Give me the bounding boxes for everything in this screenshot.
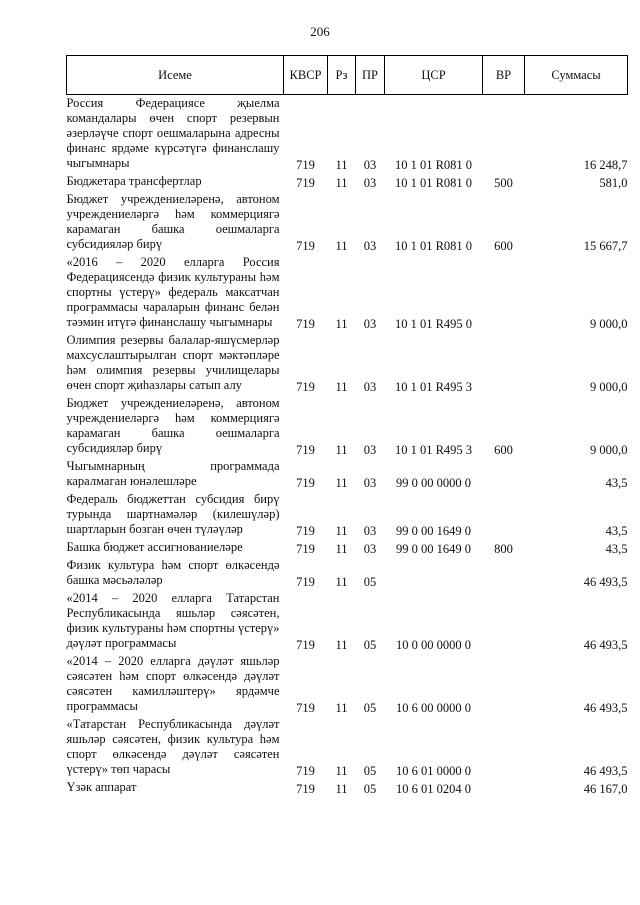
budget-table (66, 55, 628, 797)
row-sum: 46 493,5 (583, 575, 628, 589)
row-pr: 05 (363, 764, 377, 778)
row-csr: 10 1 01 R495 0 (394, 317, 473, 331)
row-sum: 9 000,0 (590, 380, 628, 394)
table-row (67, 95, 628, 174)
row-vr (483, 653, 525, 716)
row-vr (483, 590, 525, 653)
table-row (67, 332, 628, 395)
row-name: Бюджет учреждениеләренә, автоном учреждениеләргә һәм коммерциягә карамаган башка оешмаларга субсидияләр бирү (66, 396, 280, 455)
row-rz: 11 (335, 443, 348, 457)
row-csr: 10 1 01 R081 0 (394, 176, 473, 190)
row-csr: 10 1 01 R495 3 (394, 380, 473, 394)
row-pr: 03 (363, 176, 377, 190)
row-sum: 46 493,5 (583, 701, 628, 715)
row-kvsr: 719 (296, 524, 315, 538)
row-vr: 800 (494, 542, 513, 556)
row-rz: 11 (335, 764, 348, 778)
table-row (67, 653, 628, 716)
row-kvsr: 719 (296, 380, 315, 394)
row-pr: 03 (363, 239, 377, 253)
header-rz: Рз (328, 56, 356, 95)
table-row (67, 191, 628, 254)
row-vr (483, 95, 525, 174)
row-name: «2016 – 2020 елларга Россия Федерациясендә физик культураны һәм спортны үстерү» федераль максатчан программасы чараларын финанс белән тәэмин итүгә финанслашу чыгымнары (66, 255, 280, 329)
row-pr: 05 (363, 638, 377, 652)
row-pr: 05 (363, 701, 377, 715)
row-csr: 10 1 01 R495 3 (394, 443, 473, 457)
row-sum: 43,5 (605, 542, 628, 556)
table-row (67, 716, 628, 779)
row-sum: 15 667,7 (583, 239, 628, 253)
row-name: Федераль бюджеттан субсидия бирү турында шартнамәләр (килешүләр) шартларын бозган өчен түләүләр (66, 492, 280, 536)
row-kvsr: 719 (296, 239, 315, 253)
row-sum: 9 000,0 (590, 443, 628, 457)
row-rz: 11 (335, 239, 348, 253)
row-name: «Татарстан Республикасында дәүләт яшьләр сәясәтен, физик культура һәм спорт өлкәсендә дәүләт сәясәтен үстерү» төп чарасы (66, 717, 280, 776)
row-pr: 03 (363, 380, 377, 394)
row-vr: 600 (494, 443, 513, 457)
row-rz: 11 (335, 575, 348, 589)
row-sum: 46 493,5 (583, 638, 628, 652)
row-kvsr: 719 (296, 782, 315, 796)
row-rz: 11 (335, 476, 348, 490)
table-row (67, 779, 628, 797)
row-pr: 03 (363, 158, 377, 172)
table-row (67, 395, 628, 458)
row-pr: 03 (363, 542, 377, 556)
row-csr: 10 6 00 0000 0 (396, 701, 471, 715)
row-kvsr: 719 (296, 764, 315, 778)
row-pr: 03 (363, 524, 377, 538)
row-csr: 99 0 00 1649 0 (396, 542, 471, 556)
table-row (67, 491, 628, 539)
row-vr (483, 332, 525, 395)
table-row (67, 539, 628, 557)
row-kvsr: 719 (296, 443, 315, 457)
table-body (67, 95, 628, 798)
row-vr (483, 716, 525, 779)
row-pr: 03 (363, 476, 377, 490)
row-vr (483, 557, 525, 590)
row-name: «2014 – 2020 елларга Татарстан Республикасында яшьләр сәясәтен, физик культураны һәм спортны үстерү» дәүләт программасы (66, 591, 280, 650)
table-row (67, 590, 628, 653)
header-csr: ЦСР (385, 56, 483, 95)
row-csr: 10 6 01 0000 0 (396, 764, 471, 778)
row-csr (385, 557, 483, 590)
table-header-row (67, 56, 628, 95)
header-name: Исеме (67, 56, 284, 95)
row-name: Чыгымнарның программада каралмаган юнәлешләре (66, 459, 280, 488)
row-pr: 03 (363, 317, 377, 331)
row-kvsr: 719 (296, 575, 315, 589)
row-rz: 11 (335, 176, 348, 190)
row-kvsr: 719 (296, 158, 315, 172)
page-number: 206 (310, 24, 330, 39)
header-pr: ПР (356, 56, 385, 95)
row-name: Бюджетара трансфертлар (66, 174, 202, 188)
row-csr: 10 1 01 R081 0 (394, 158, 473, 172)
table-row (67, 557, 628, 590)
header-kvsr: КВСР (284, 56, 328, 95)
row-vr: 600 (494, 239, 513, 253)
row-kvsr: 719 (296, 176, 315, 190)
row-name: Россия Федерациясе җыелма командалары өчен спорт резервын әзерләүче спорт оешмаларына адресны финанс ярдәме күрсәтүгә финанслашу чыгымнары (66, 96, 280, 170)
row-sum: 43,5 (605, 476, 628, 490)
row-sum: 581,0 (599, 176, 628, 190)
row-kvsr: 719 (296, 317, 315, 331)
row-pr: 03 (363, 443, 377, 457)
row-csr: 99 0 00 0000 0 (396, 476, 471, 490)
row-kvsr: 719 (296, 476, 315, 490)
row-kvsr: 719 (296, 542, 315, 556)
table-row (67, 173, 628, 191)
row-rz: 11 (335, 782, 348, 796)
row-vr (483, 254, 525, 332)
row-csr: 10 0 00 0000 0 (396, 638, 471, 652)
row-kvsr: 719 (296, 701, 315, 715)
row-rz: 11 (335, 158, 348, 172)
row-name: «2014 – 2020 елларга дәүләт яшьләр сәясәтен һәм спорт өлкәсендә дәүләт сәясәтен камилләштерү» ярдәмче программасы (66, 654, 280, 713)
row-vr (483, 458, 525, 491)
row-rz: 11 (335, 701, 348, 715)
row-name: Олимпия резервы балалар-яшүсмерләр махсуслаштырылган спорт мәктәпләре һәм олимпия резервы училищелары өчен спорт җиһазлары сатып алу (66, 333, 280, 392)
table-row (67, 254, 628, 332)
row-kvsr: 719 (296, 638, 315, 652)
row-name: Бюджет учреждениеләренә, автоном учреждениеләргә һәм коммерциягә карамаган башка оешмаларга субсидияләр бирү (66, 192, 280, 251)
row-sum: 9 000,0 (590, 317, 628, 331)
row-rz: 11 (335, 524, 348, 538)
row-sum: 16 248,7 (583, 158, 628, 172)
row-vr (483, 779, 525, 797)
row-csr: 10 6 01 0204 0 (396, 782, 471, 796)
row-name: Үзәк аппарат (66, 780, 137, 794)
table-row (67, 458, 628, 491)
row-vr (483, 491, 525, 539)
header-vr: ВР (483, 56, 525, 95)
row-name: Башка бюджет ассигнованиеләре (66, 540, 243, 554)
row-rz: 11 (335, 380, 348, 394)
row-rz: 11 (335, 638, 348, 652)
row-sum: 46 493,5 (583, 764, 628, 778)
row-pr: 05 (363, 575, 377, 589)
row-csr: 99 0 00 1649 0 (396, 524, 471, 538)
row-pr: 05 (363, 782, 377, 796)
row-name: Физик культура һәм спорт өлкәсендә башка мәсьәләләр (66, 558, 280, 587)
row-rz: 11 (335, 542, 348, 556)
row-sum: 43,5 (605, 524, 628, 538)
header-sum: Суммасы (525, 56, 628, 95)
row-csr: 10 1 01 R081 0 (394, 239, 473, 253)
row-sum: 46 167,0 (583, 782, 628, 796)
row-vr: 500 (494, 176, 513, 190)
row-rz: 11 (335, 317, 348, 331)
